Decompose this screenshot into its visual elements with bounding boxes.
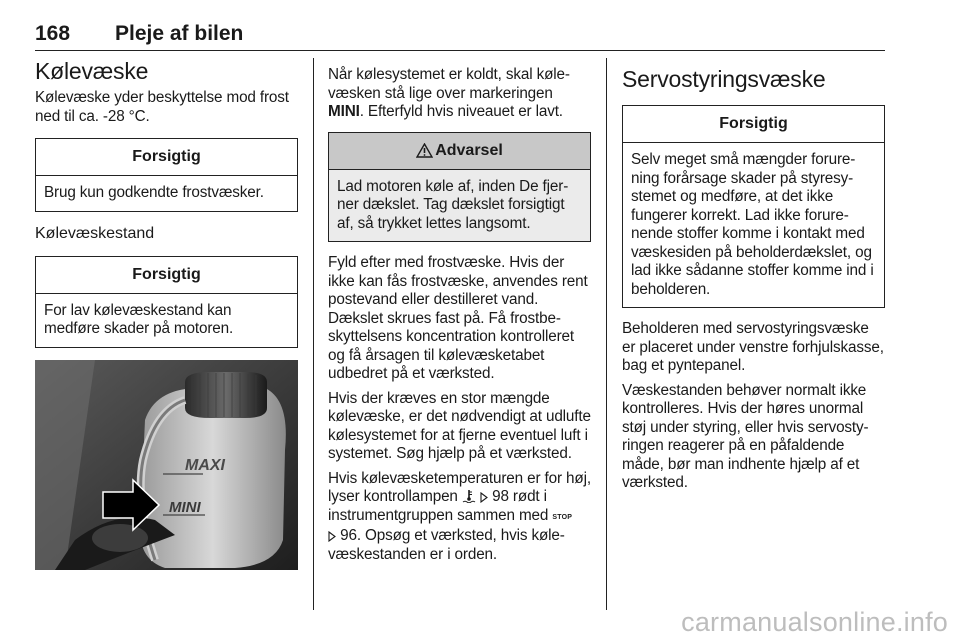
caution-text: Selv meget små mængder forurening forårsage skader på styresystemet og medføre, at det ikke fungerer korrekt. Lad ikke forurenende stoffer komme i kontakt med væskesiden på beholderdækslet, og lad ikke sådanne stoffer komme ind i beholderen.	[631, 151, 874, 298]
paragraph-text: Når kølesystemet er koldt, skal kølevæsken stå lige over markeringen	[328, 66, 570, 102]
paragraph-text: rødt i instrumentgruppen sammen med	[328, 488, 553, 524]
warning-heading-bar	[329, 133, 590, 170]
coolant-intro: Kølevæske yder beskyttelse mod frost ned til ca. -28 °C.	[35, 89, 289, 125]
paragraph-text: . Efterfyld hvis niveauet er lavt.	[359, 103, 563, 120]
warning-triangle-icon	[416, 143, 433, 158]
coolant-temperature-icon	[462, 489, 476, 503]
column-2	[328, 58, 591, 570]
page-reference-number[interactable]: 98	[492, 488, 509, 505]
warning-heading: Advarsel	[435, 141, 503, 159]
section-title-power-steering: Servostyringsvæske	[622, 66, 826, 92]
page-reference-icon	[480, 492, 488, 503]
page-header	[35, 20, 885, 51]
page-reference-number[interactable]: 96	[340, 527, 357, 544]
page-number: 168	[35, 22, 71, 45]
warning-box	[328, 132, 591, 243]
min-marking-bold: MINI	[328, 103, 360, 120]
page-reference-icon	[328, 531, 336, 542]
refill-paragraph: Fyld efter med frostvæske. Hvis der ikke kan fås frostvæske, anvendes rent postevand eller destilleret vand. Dækslet skrues fast på. Få frostbeskyttelsens koncentration kontrolleret og få årsagen til kølevæsketabet udbedret på et værksted.	[328, 254, 588, 382]
stop-indicator-icon: STOP	[552, 513, 573, 521]
column-divider-1	[313, 58, 314, 610]
caution-text: For lav kølevæskestand kan medføre skader på motoren.	[44, 301, 234, 337]
caution-text: Brug kun godkendte frostvæsker.	[44, 184, 264, 201]
column-3	[622, 58, 885, 499]
fluid-level-paragraph: Væskestanden behøver normalt ikke kontrolleres. Hvis der høres unormal støj under styring, eller hvis servostyringen reagerer på en påfaldende måde, bør man indhente hjælp af et værksted.	[622, 381, 869, 491]
coolant-reservoir-photo	[35, 360, 298, 570]
reservoir-location-paragraph: Beholderen med servostyringsvæske er placeret under venstre forhjulskasse, bag et pyntepanel.	[622, 320, 884, 374]
coolant-level-paragraph	[328, 66, 591, 122]
coolant-reservoir-illustration	[35, 360, 298, 570]
caution-box-3	[622, 105, 885, 308]
subsection-title-coolant-level: Kølevæskestand	[35, 224, 155, 242]
max-mark-label: MAXI	[185, 456, 225, 474]
temperature-paragraph	[328, 470, 591, 565]
warning-text: Lad motoren køle af, inden De fjerner dækslet. Tag dækslet forsigtigt af, så trykket lettes langsomt.	[329, 170, 590, 242]
watermark: carmanualsonline.info	[681, 607, 948, 637]
caution-box-2	[35, 256, 298, 348]
caution-heading: Forsigtig	[36, 139, 297, 176]
paragraph-text: . Opsøg et værksted, hvis kølevæskestanden er i orden.	[328, 527, 565, 563]
column-divider-2	[606, 58, 607, 610]
caution-heading: Forsigtig	[36, 257, 297, 294]
column-1	[35, 58, 298, 570]
min-mark-label: MINI	[169, 498, 201, 516]
chapter-title: Pleje af bilen	[115, 22, 244, 45]
caution-box-1	[35, 138, 298, 212]
bleed-paragraph: Hvis der kræves en stor mængde kølevæske, er det nødvendigt at udlufte kølesystemet for at fjerne eventuel luft i systemet. Søg hjælp på et værksted.	[328, 389, 591, 462]
paragraph-text: Hvis kølevæsketemperaturen er for høj, lyser kontrollampen	[328, 469, 591, 505]
caution-heading: Forsigtig	[623, 106, 884, 143]
section-title-coolant: Kølevæske	[35, 58, 149, 84]
